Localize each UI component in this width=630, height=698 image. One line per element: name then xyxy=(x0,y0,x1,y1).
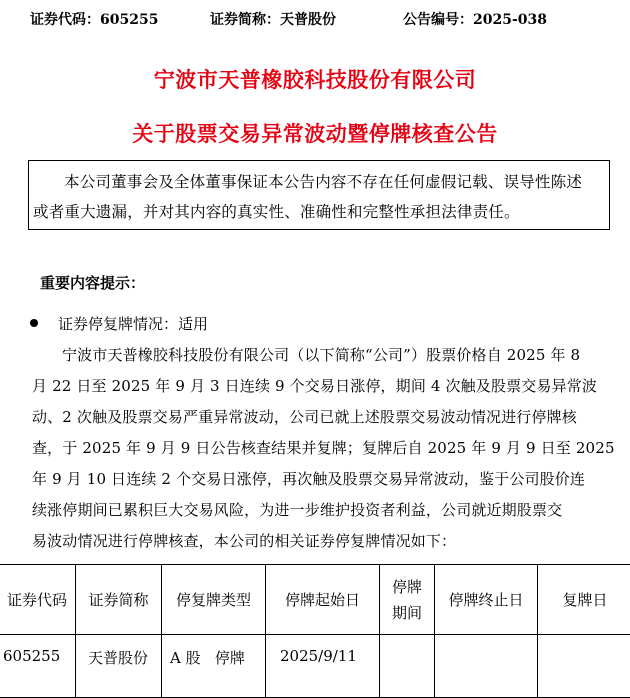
cell-short-name: 天普股份 xyxy=(76,635,162,698)
important-notice-heading: 重要内容提示： xyxy=(40,272,145,293)
cell-suspension-end xyxy=(435,635,538,698)
table-header-row xyxy=(0,565,630,635)
suspension-table xyxy=(0,564,630,698)
header-cell-short-name: 证券简称 xyxy=(76,565,162,635)
cell-resumption-date xyxy=(538,635,630,698)
header-cell-suspension-end: 停牌终止日 xyxy=(435,565,538,635)
paragraph-line: 年 9 月 10 日连续 2 个交易日涨停，再次触及股票交易异常波动，鉴于公司股价连 xyxy=(32,468,585,489)
header-cell-suspension-start: 停牌起始日 xyxy=(266,565,380,635)
announcement-header xyxy=(30,9,630,29)
security-short-name: 证券简称：天普股份 xyxy=(210,9,336,29)
notice-number: 公告编号：2025-038 xyxy=(403,9,547,29)
paragraph-line: 月 22 日至 2025 年 9 月 3 日连续 9 个交易日涨停，期间 4 次触及股票交易异常波 xyxy=(32,375,597,396)
board-declaration-box xyxy=(28,160,610,230)
declaration-line-1: 本公司董事会及全体董事保证本公告内容不存在任何虚假记载、误导性陈述 xyxy=(64,170,582,192)
suspension-status-bullet xyxy=(30,313,208,334)
cell-security-code: 605255 xyxy=(0,635,76,698)
cell-suspension-period xyxy=(380,635,435,698)
paragraph-line: 宁波市天普橡胶科技股份有限公司（以下简称“公司”）股票价格自 2025 年 8 xyxy=(62,344,580,365)
table-row xyxy=(0,635,630,698)
paragraph-line: 易波动情况进行停牌核查，本公司的相关证券停复牌情况如下： xyxy=(32,530,456,551)
bullet-icon xyxy=(30,319,38,327)
header-cell-security-code: 证券代码 xyxy=(0,565,76,635)
company-name-title: 宁波市天普橡胶科技股份有限公司 xyxy=(0,64,630,94)
header-cell-suspension-type: 停复牌类型 xyxy=(162,565,266,635)
cell-suspension-type: A 股 停牌 xyxy=(162,635,266,698)
security-code: 证券代码：605255 xyxy=(30,9,158,29)
paragraph-line: 动、2 次触及股票交易严重异常波动，公司已就上述股票交易波动情况进行停牌核 xyxy=(32,406,577,427)
cell-suspension-start: 2025/9/11 xyxy=(266,635,380,698)
paragraph-line: 查，于 2025 年 9 月 9 日公告核查结果并复牌；复牌后自 2025 年 9 月 9 日至 2025 xyxy=(32,437,615,458)
paragraph-line: 续涨停期间已累积巨大交易风险，为进一步维护投资者利益，公司就近期股票交 xyxy=(32,499,562,520)
header-cell-resumption-date: 复牌日 xyxy=(538,565,630,635)
announcement-title: 关于股票交易异常波动暨停牌核查公告 xyxy=(0,118,630,148)
header-cell-suspension-period: 停牌 期间 xyxy=(380,565,435,635)
declaration-line-2: 或者重大遗漏，并对其内容的真实性、准确性和完整性承担法律责任。 xyxy=(33,200,520,222)
suspension-status-text: 证券停复牌情况：适用 xyxy=(58,315,208,333)
